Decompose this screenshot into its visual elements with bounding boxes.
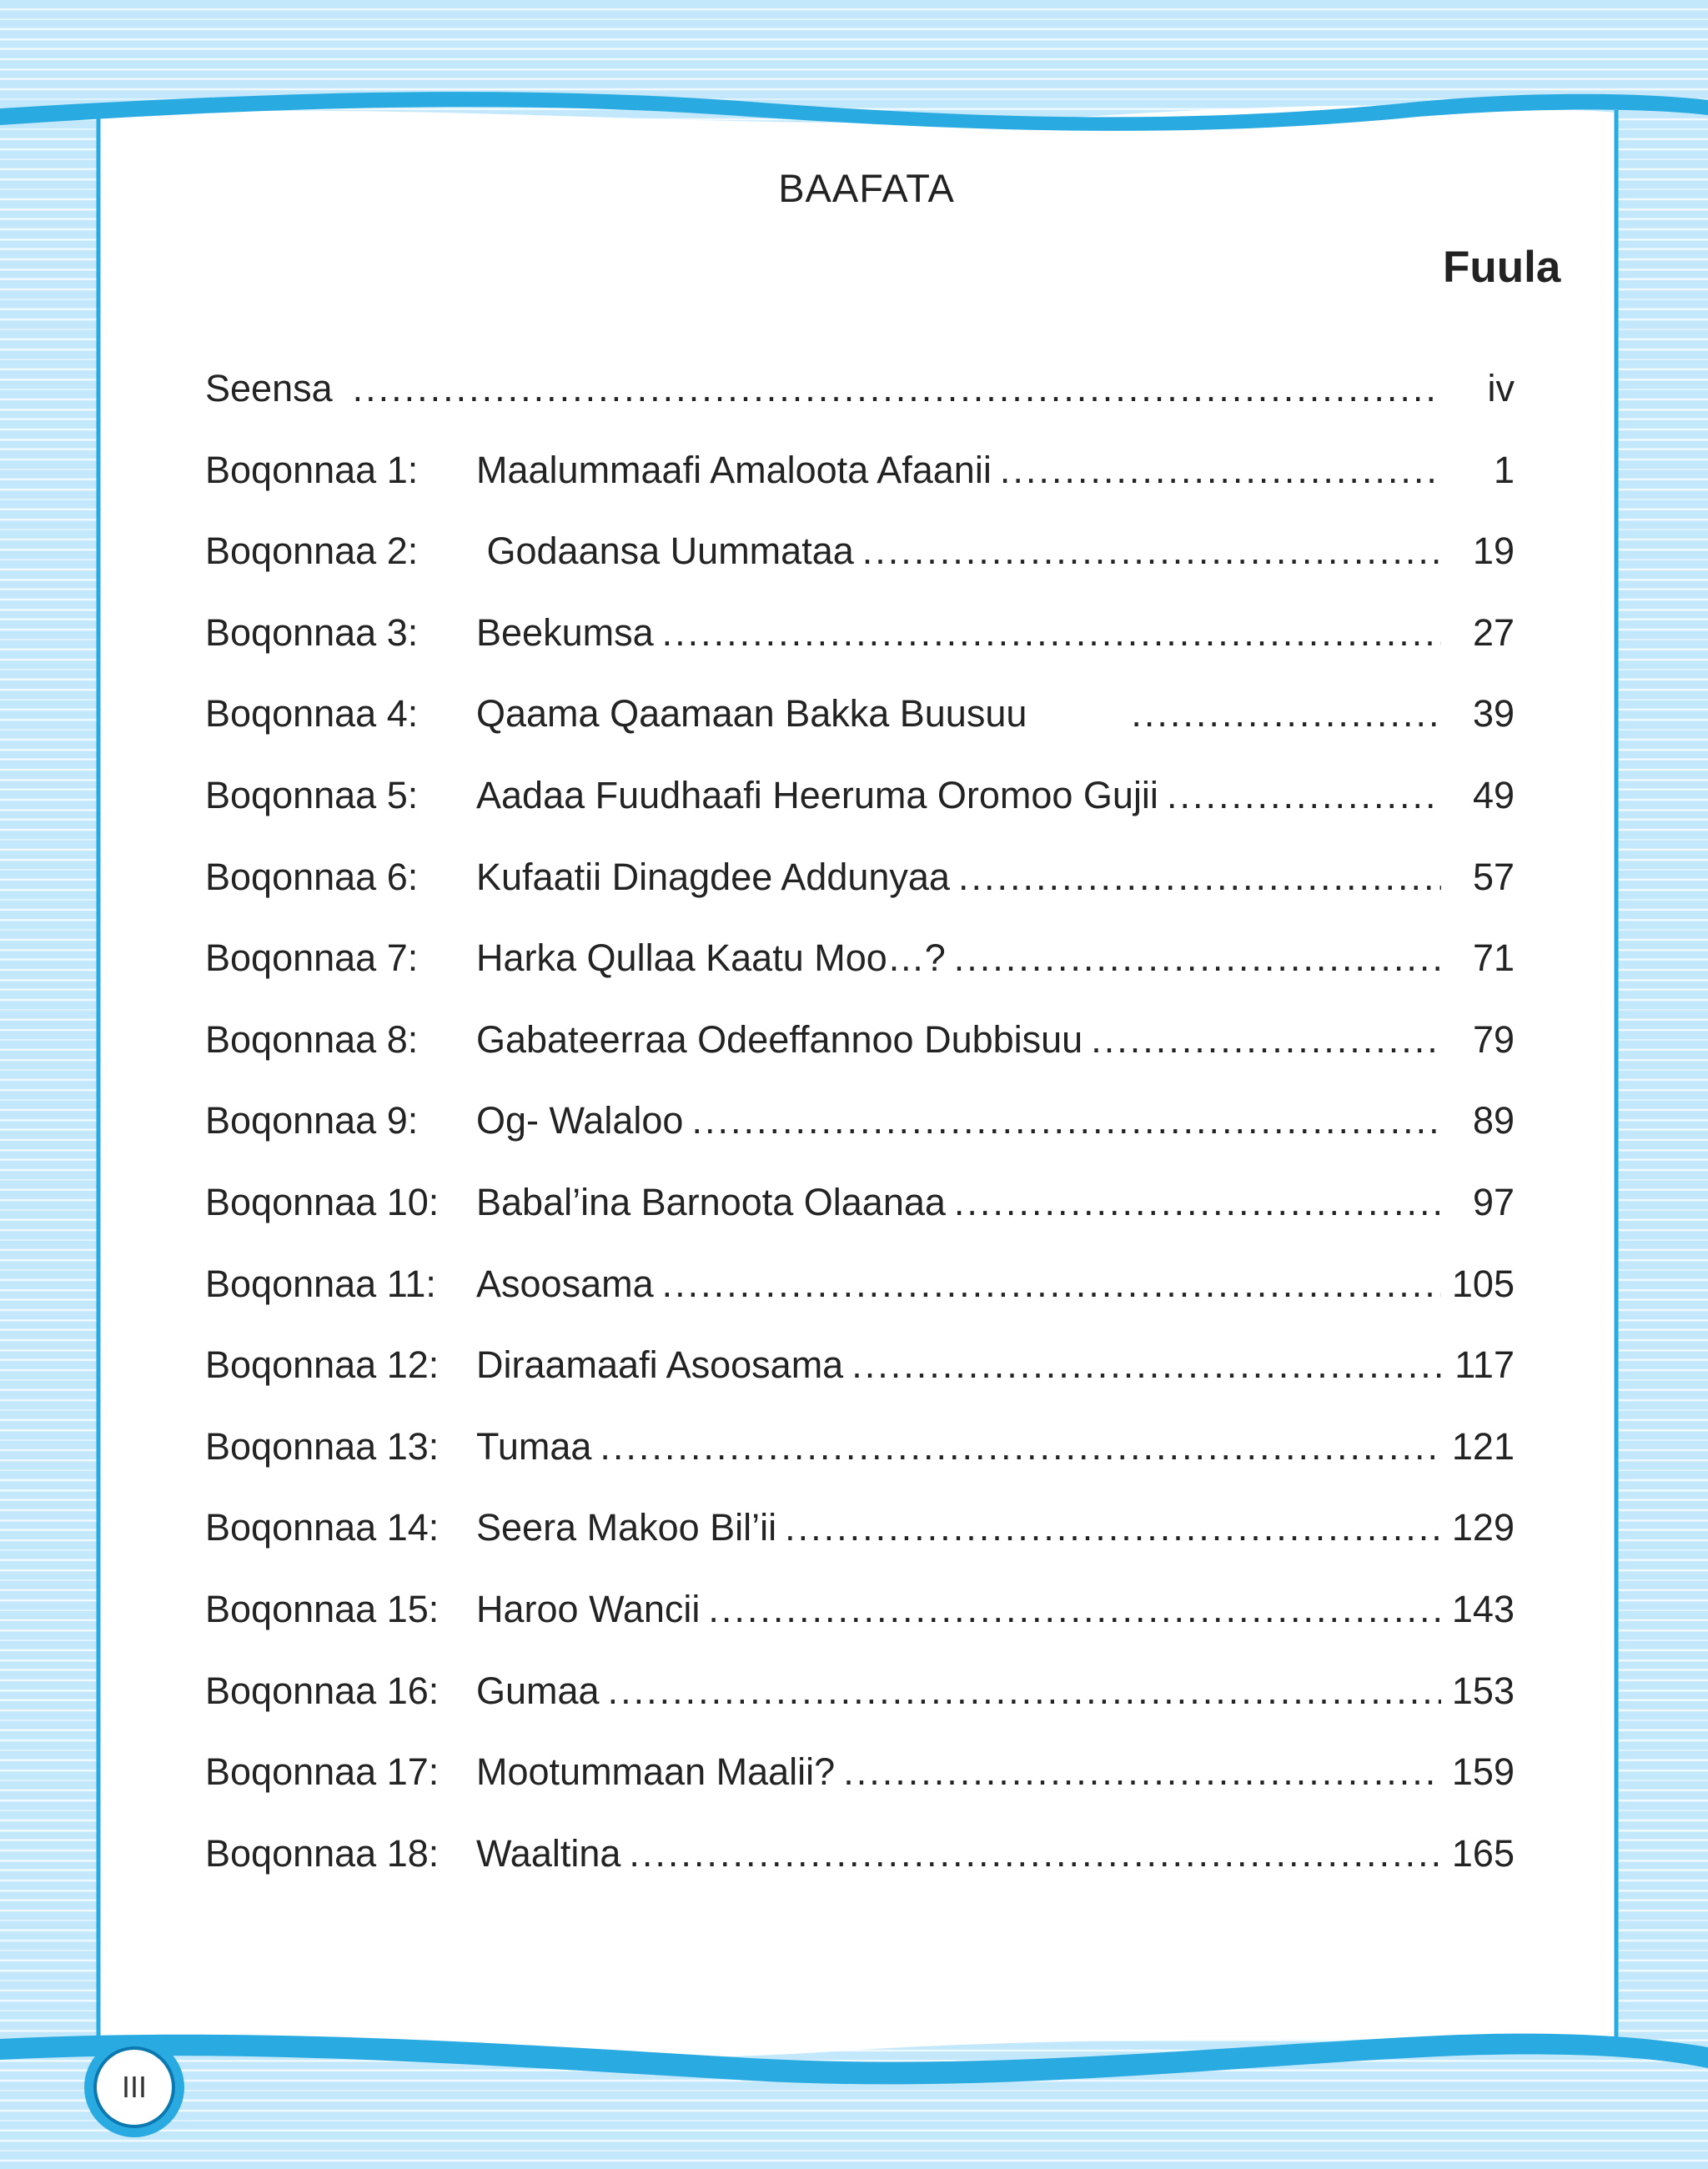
toc-entry-page: 49 — [1472, 773, 1515, 816]
toc-dot-leader — [629, 1832, 1441, 1875]
toc-entry-label: Boqonnaa 14: — [205, 1506, 440, 1549]
toc-entry-chapter-15[interactable] — [205, 1588, 1515, 1669]
toc-entry-page: iv — [1487, 367, 1515, 409]
toc-entry-title: Godaansa Uummataa — [476, 530, 854, 573]
toc-entry-title: Mootummaan Maalii? — [476, 1750, 836, 1794]
toc-dot-leader — [1091, 1018, 1441, 1062]
toc-dot-leader — [851, 1343, 1441, 1387]
toc-entry-chapter-2[interactable] — [205, 530, 1515, 611]
toc-entry-label: Boqonnaa 18: — [205, 1831, 440, 1875]
toc-entry-title: Harka Qullaa Kaatu Moo…? — [476, 936, 946, 980]
toc-entry-label: Boqonnaa 13: — [205, 1424, 440, 1468]
toc-dot-leader — [862, 530, 1441, 573]
toc-entry-page: 105 — [1451, 1262, 1515, 1305]
toc-dot-leader — [691, 1099, 1441, 1142]
toc-entry-title: Seera Makoo Bil’ii — [476, 1506, 777, 1549]
toc-entry-page: 89 — [1472, 1099, 1515, 1142]
toc-entry-chapter-1[interactable] — [205, 449, 1515, 530]
toc-dot-leader — [954, 936, 1441, 980]
toc-dot-leader — [958, 856, 1441, 899]
toc-entry-title: Gumaa — [476, 1669, 600, 1712]
toc-entry-label: Boqonnaa 17: — [205, 1750, 440, 1794]
toc-entry-title: Diraamaafi Asoosama — [476, 1343, 844, 1387]
toc-entry-label: Boqonnaa 1: — [205, 448, 419, 491]
toc-entry-label: Boqonnaa 12: — [205, 1343, 440, 1387]
toc-entry-page: 159 — [1451, 1750, 1515, 1794]
toc-entry-chapter-5[interactable] — [205, 774, 1515, 856]
toc-entry-label: Boqonnaa 11: — [205, 1262, 436, 1305]
toc-entry-title: Beekumsa — [476, 610, 654, 654]
toc-entry-title: Og- Walaloo — [476, 1099, 684, 1142]
toc-entry-label: Boqonnaa 9: — [205, 1099, 419, 1142]
toc-entry-chapter-17[interactable] — [205, 1750, 1515, 1832]
toc-entry-chapter-14[interactable] — [205, 1506, 1515, 1588]
toc-entry-title: Haroo Wancii — [476, 1587, 701, 1630]
toc-entry-page: 1 — [1493, 448, 1515, 491]
toc-entry-page: 27 — [1472, 610, 1515, 654]
toc-entry-chapter-9[interactable] — [205, 1099, 1515, 1181]
toc-dot-leader — [1000, 449, 1441, 492]
toc-entry-chapter-6[interactable] — [205, 856, 1515, 937]
toc-dot-leader — [1167, 774, 1441, 817]
toc-entry-label: Boqonnaa 4: — [205, 692, 419, 736]
toc-entry-page: 165 — [1451, 1831, 1515, 1875]
toc-entry-chapter-8[interactable] — [205, 1018, 1515, 1100]
toc-entry-page: 71 — [1472, 936, 1515, 980]
toc-entry-page: 97 — [1472, 1180, 1515, 1223]
toc-entry-page: 153 — [1451, 1669, 1515, 1712]
toc-entry-label: Boqonnaa 10: — [205, 1180, 440, 1223]
toc-entry-title: Babal’ina Barnoota Olaanaa — [476, 1180, 946, 1223]
toc-entry-page: 39 — [1472, 692, 1515, 736]
toc-entry-chapter-11[interactable] — [205, 1263, 1515, 1344]
toc-entry-title: Tumaa — [476, 1424, 592, 1468]
toc-dot-leader — [785, 1506, 1441, 1549]
toc-entry-chapter-3[interactable] — [205, 611, 1515, 693]
page-column-label: Fuula — [1443, 243, 1561, 292]
toc-dot-leader — [662, 611, 1441, 655]
toc-entry-title: Gabateerraa Odeeffannoo Dubbisuu — [476, 1017, 1083, 1061]
toc-entry-title: Maalummaafi Amaloota Afaanii — [476, 448, 992, 491]
toc-entry-page: 143 — [1451, 1587, 1515, 1630]
toc-entry-page: 121 — [1451, 1424, 1515, 1468]
toc-entry-chapter-13[interactable] — [205, 1425, 1515, 1507]
toc-entry-label: Boqonnaa 2: — [205, 530, 419, 573]
toc-entry-chapter-4[interactable] — [205, 692, 1515, 774]
toc-dot-leader — [708, 1588, 1441, 1631]
toc-dot-leader — [662, 1263, 1441, 1306]
toc-dot-leader — [600, 1425, 1441, 1469]
toc-entry-page: 79 — [1472, 1017, 1515, 1061]
toc-dot-leader — [608, 1669, 1441, 1713]
toc-entry-label: Boqonnaa 8: — [205, 1017, 419, 1061]
toc-entry-chapter-10[interactable] — [205, 1181, 1515, 1263]
toc-dot-leader — [353, 367, 1441, 410]
toc-entry-page: 57 — [1472, 855, 1515, 898]
page-number: III — [121, 2070, 147, 2104]
toc-entry-seensa[interactable] — [205, 367, 1515, 449]
toc-entry-label: Boqonnaa 3: — [205, 610, 419, 654]
toc-entry-chapter-18[interactable] — [205, 1832, 1515, 1914]
toc-entry-page: 19 — [1472, 530, 1515, 573]
toc-entry-title: Waaltina — [476, 1831, 621, 1875]
page-title: BAAFATA — [778, 166, 955, 210]
toc-dot-leader — [843, 1750, 1441, 1794]
toc-entry-chapter-12[interactable] — [205, 1343, 1515, 1425]
toc-dot-leader — [954, 1181, 1441, 1224]
toc-dot-leader — [1131, 692, 1441, 736]
toc-entry-label: Boqonnaa 16: — [205, 1669, 440, 1712]
toc-entry-chapter-16[interactable] — [205, 1669, 1515, 1751]
toc-entry-label: Boqonnaa 5: — [205, 773, 419, 816]
toc-entry-label: Boqonnaa 15: — [205, 1587, 440, 1630]
toc-entry-chapter-7[interactable] — [205, 936, 1515, 1018]
toc-entry-label: Seensa — [205, 367, 333, 409]
toc-entry-label: Boqonnaa 6: — [205, 855, 419, 898]
toc-entry-page: 117 — [1454, 1343, 1515, 1387]
toc-entry-title: Aadaa Fuudhaafi Heeruma Oromoo Gujii — [476, 773, 1158, 816]
toc-entry-label: Boqonnaa 7: — [205, 936, 419, 980]
toc-entry-title: Qaama Qaamaan Bakka Buusuu — [476, 692, 1027, 736]
toc-entry-title: Kufaatii Dinagdee Addunyaa — [476, 855, 950, 898]
toc-entry-page: 129 — [1451, 1506, 1515, 1549]
toc-entry-title: Asoosama — [476, 1262, 654, 1305]
table-of-contents — [205, 367, 1515, 1913]
